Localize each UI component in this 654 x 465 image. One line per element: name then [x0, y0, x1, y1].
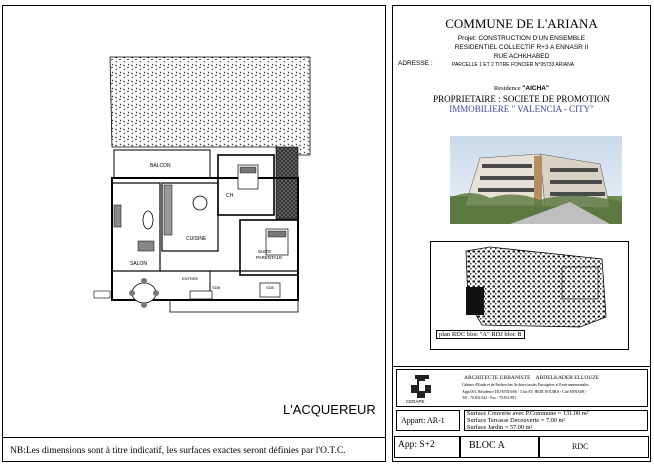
architect-line3: Tél : 70.832.942 - Fax : 70.832.981 [462, 396, 516, 400]
residence-name: "AICHA" [522, 85, 550, 92]
architect-title: ARCHITECTE URBANISTE ABDELKADER ELLOUZE [464, 375, 600, 381]
projet-line3: RUE ACHKHABED [493, 53, 550, 60]
surface-jardin: Surface Jardin = 57.00 m² [467, 424, 533, 431]
label-balcon: BALCON [150, 163, 171, 169]
garden-area [110, 57, 310, 155]
residence-prefix: Residence [493, 85, 521, 92]
building-render [450, 136, 622, 224]
appart: Appart: AR-1 [401, 416, 445, 425]
adresse-label: ADRESSE : [398, 60, 433, 67]
residence [392, 85, 651, 92]
app: App: S+2 [398, 440, 435, 450]
label-suite: SUITE [258, 249, 272, 254]
label-sdb: SDB [212, 285, 221, 290]
niveau-box [539, 436, 649, 458]
label-salon: SALON [130, 261, 147, 267]
architect-line1: Cabinet d'Etude et de Recherches Architecturales Paysagères et Environnementales [462, 383, 589, 387]
acquereur-label: L'ACQUEREUR [283, 402, 376, 417]
surface-terrasse: Surface Terrasse Decouverte = 7.00 m² [467, 417, 566, 424]
architect-line2: Appt 001, Résidence TEJ ENNASR - 5 bis AV. HEDI NOUIRA - Cité ENNASR - [462, 390, 587, 394]
niveau: RDC [572, 442, 589, 451]
cerape-text: CERAPE [406, 399, 425, 404]
parcelle: PARCELLE 1 ET 2 TITRE FONCIER N°95733 ARIANA [452, 62, 575, 68]
label-cuisine: CUISINE [186, 236, 207, 242]
promoteur: IMMOBILIERE " VALENCIA - CITY" [449, 104, 594, 114]
proprietaire: PROPRIETAIRE : SOCIETE DE PROMOTION [433, 94, 610, 104]
surface-couverte: Surface Couverte avec P.Commune = 131.00 m² [467, 410, 589, 417]
label-sde: SDE [266, 285, 275, 290]
label-entree: ENTREE [182, 276, 199, 281]
projet-line1: Projet: CONSTRUCTION D'UN ENSEMBLE [457, 35, 586, 42]
label-ch: CH [226, 193, 234, 199]
plan-caption: plan RDC bloc "A" RDJ bloc B [436, 330, 525, 339]
bloc: BLOC A [469, 440, 505, 451]
commune-title: COMMUNE DE L'ARIANA [445, 16, 598, 31]
nb-note: NB:Les dimensions sont à titre indicatif, les surfaces exactes seront définies par l'O.T.C. [10, 446, 346, 456]
projet-line2: RESIDENTIEL COLLECTIF R+3 A ENNASR II [454, 44, 589, 51]
floor-plan [90, 55, 320, 315]
hatched-strip [276, 147, 298, 219]
site-plan [462, 245, 610, 330]
label-parentale: PARENTALE [256, 255, 283, 260]
